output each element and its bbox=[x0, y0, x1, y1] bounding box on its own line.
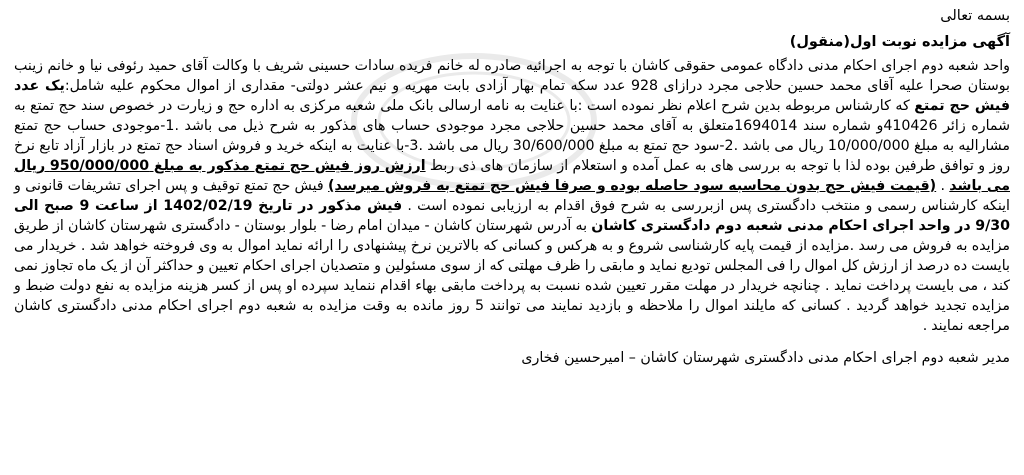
notice-subject: آگهی مزایده نوبت اول(منقول) bbox=[789, 34, 1010, 50]
notice-body bbox=[14, 56, 1010, 336]
valuation-bold-underlined: ارزش روز فیش حج تمتع مذکور به مبلغ 950/000/000 ریال می باشد bbox=[14, 158, 1010, 194]
signature-line: مدیر شعبه دوم اجرای احکام مدنی دادگستری شهرستان کاشان – امیرحسین فخاری bbox=[521, 350, 1010, 366]
bismillah-heading: بسمه تعالی bbox=[940, 8, 1010, 24]
notice-document bbox=[14, 6, 1010, 468]
body-seizure: فیش حج تمتع توقیف و پس اجرای تشریفات قانونی و اینکه کارشناس رسمی و منتخب دادگستری پس ازبررسی به شرح فوق اقدام به ارزیابی نموده است . bbox=[14, 178, 1010, 214]
auction-date-bold: فیش مذکور در تاریخ 1402/02/19 از ساعت 9 صبح الی 9/30 در واحد اجرای احکام مدنی شعبه دوم دادگستری کاشان bbox=[14, 198, 1010, 234]
item-bold: یک عدد فیش حج تمتع bbox=[14, 78, 1011, 114]
body-auction-terms: به آدرس شهرستان کاشان - میدان امام رضا - بلوار بوستان - دادگستری شهرستان کاشان از طریق مزایده به فروش می رسد .مزایده از قیمت پایه کارشناسی شروع و به هرکس و کسانی که بالاترین نرخ پیشنهادی را ارائه نماید اموال به وی فروخته خواهد شد . خریدار می بایست ده درصد از ارزش کل اموال را فی المجلس تودیع نماید و مابقی را ظرف مهلتی که از سوی مسئولین و متصدیان اجرای احکام تعیین و حداکثر آن از یک ماه تجاوز نمی کند ، می بایست پرداخت نماید . چنانچه خریدار در مهلت مقرر تعیین شده نسبت به پرداخت مابقی بهاء اقدام ننماید سپرده او پس از کسر هزینه مزایده به نفع دولت ضبط و مزایده تجدید خواهد گردید . کسانی که مایلند اموال را ملاحظه و بازدید نمایند می توانند 5 روز مانده به وقت مزایده به شعبه دوم اجرای احکام مدنی دادگستری کاشان مراجعه نمایند . bbox=[14, 218, 1010, 334]
body-expert-opinion: که کارشناس مربوطه بدین شرح اعلام نظر نموده است :با عنایت به نامه ارسالی بانک ملی شعبه مرکزی به اداره حج و زیارت در خصوص سند حج تمتع به شماره زائر 410426و شماره سند 1694014متعلق به آقای محمد حسین حلاجی مجرد موجودی حساب های مذکور به شرح ذیل می باشد .1-موجودی حساب حج تمتع مشارالیه به مبلغ 10/000/000 ریال می باشد .2-سود حج تمتع به مبلغ 30/600/000 ریال می باشد .3-با عنایت به اینکه خرید و فروش اسناد حج تمتع در بازار آزاد تابع نرخ روز و توافق طرفین بوده لذا با توجه به بررسی های به عمل آمده و استعلام از سازمان های ذی ربط bbox=[14, 98, 1010, 174]
body-intro: واحد شعبه دوم اجرای احکام مدنی دادگاه عمومی حقوقی کاشان با توجه به اجرائیه صادره له خانم فریده سادات حسینی شریف با وکالت آقای حمید رئوفی نیا و خانم زینب بوستان صحرا علیه آقای محمد حسین حلاجی مجرد درازای 928 عدد سکه تمام بهار آزادی بابت مهریه و نیم عشر دولتی- مقداری از اموال محکوم علیه شامل: bbox=[14, 58, 1010, 94]
valuation-note-bold-underlined: (قیمت فیش حج بدون محاسبه سود حاصله بوده و صرفا فیش حج تمتع به فروش میرسد) bbox=[328, 178, 937, 194]
body-separator: . bbox=[936, 178, 950, 194]
